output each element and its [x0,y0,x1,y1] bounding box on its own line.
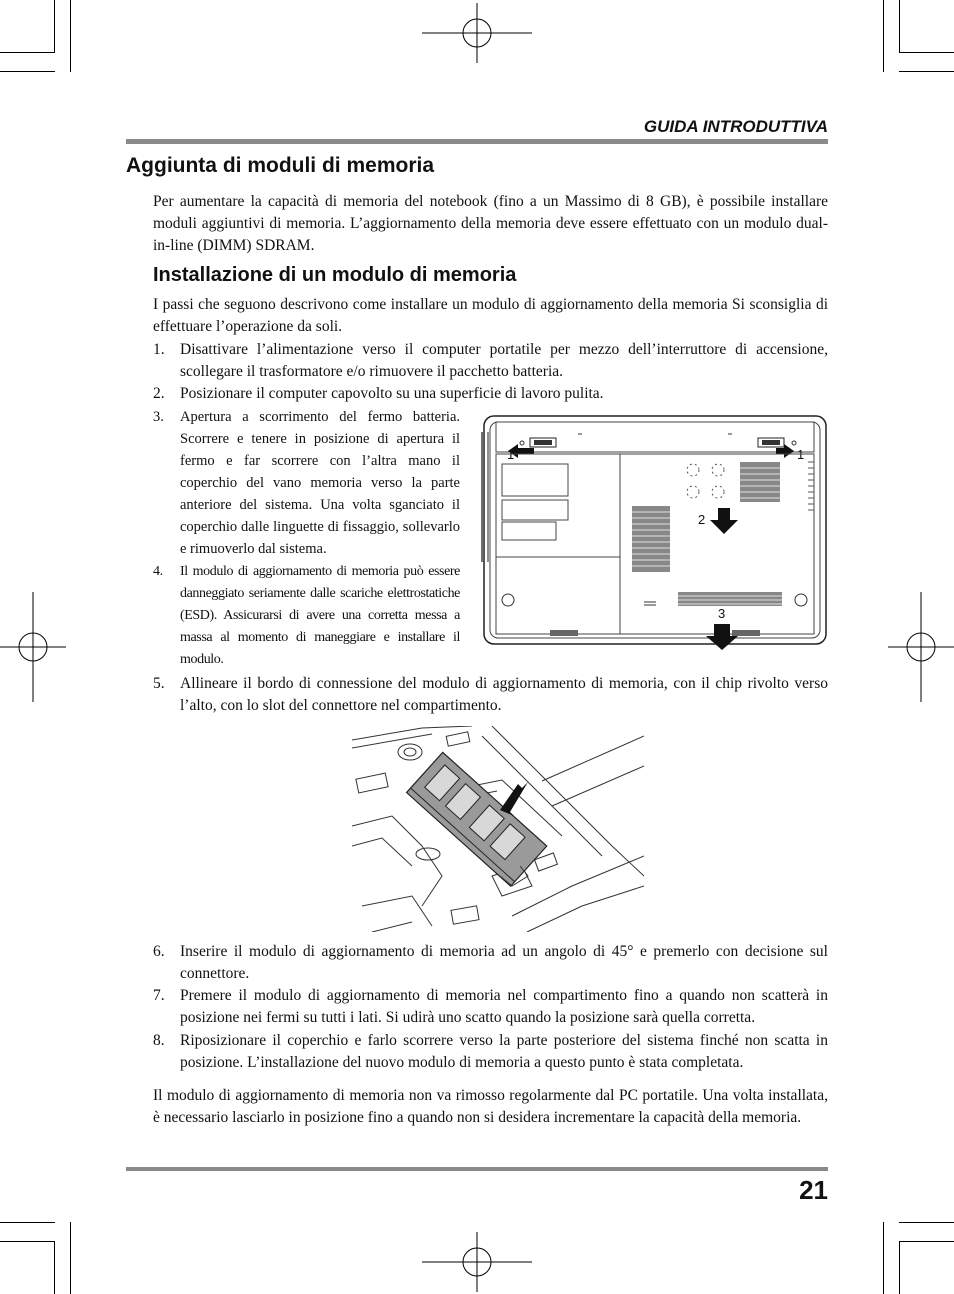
list-item [153,406,460,560]
figure-label: 1 [507,447,515,462]
crop-mark [883,1222,884,1294]
list-number: 5. [153,675,165,692]
list-number: 8. [153,1032,165,1049]
crop-mark [0,52,55,53]
list-text: Riposizionare il coperchio e farlo scorrere verso la parte posteriore del sistema finché non scatta in posizione. L’installazione del nuovo modulo di memoria a questo punto è stata completata. [180,1032,828,1071]
laptop-bottom-figure [478,412,832,652]
crop-mark [899,1222,954,1223]
list-item [153,941,828,985]
page-number: 21 [799,1175,828,1205]
sub-intro-paragraph: I passi che seguono descrivono come installare un modulo di aggiornamento della memoria Si sconsiglia di effettuare l’operazione da soli. [153,296,828,335]
memory-module-figure [352,726,644,932]
list-number: 2. [153,385,165,402]
list-number: 1. [153,341,165,358]
section-header: GUIDA INTRODUTTIVA [643,117,828,136]
list-item [153,673,828,717]
header-rule [126,139,828,144]
crop-mark [70,0,71,72]
closing-paragraph: Il modulo di aggiornamento di memoria non va rimosso regolarmente dal PC portatile. Una volta installata, è necessario lasciarlo in posizione fino a quando non si desidera incrementare la capacità della memoria. [153,1087,828,1126]
crop-mark [0,71,55,72]
list-text: Il modulo di aggiornamento di memoria può essere danneggiato seriamente dalle scariche elettrostatiche (ESD). Assicurarsi di avere una corretta messa a massa al momento di maneggiare e installare il modulo. [180,564,460,667]
crop-mark [899,52,954,53]
crop-mark [899,71,954,72]
figure-label: 3 [718,606,726,621]
crop-mark [899,1241,954,1242]
list-item [153,561,460,671]
registration-mark [0,592,66,702]
crop-mark [54,1241,55,1294]
list-item [153,1030,828,1074]
crop-mark [883,0,884,72]
registration-mark [888,592,954,702]
crop-mark [0,1222,55,1223]
page-title: Aggiunta di moduli di memoria [126,154,435,177]
figure-label: 2 [698,512,706,527]
registration-mark [422,1232,532,1292]
crop-mark [0,1241,55,1242]
list-text: Apertura a scorrimento del fermo batteria. Scorrere e tenere in posizione di apertura il fermo e far scorrere con l’altra mano il coperchio del vano memoria verso la parte anteriore del sistema. Una volta sganciato il coperchio dalle linguette di fissaggio, sollevarlo e rimuoverlo dal sistema. [180,409,460,557]
registration-mark [422,3,532,63]
section-subtitle: Installazione di un modulo di memoria [153,264,517,286]
list-text: Posizionare il computer capovolto su una superficie di lavoro pulita. [180,385,604,402]
crop-mark [54,0,55,52]
list-text: Allineare il bordo di connessione del modulo di aggiornamento di memoria, con il chip rivolto verso l’alto, con lo slot del connettore nel compartimento. [180,675,828,714]
list-number: 6. [153,943,165,960]
list-number: 4. [153,564,163,579]
list-text: Inserire il modulo di aggiornamento di memoria ad un angolo di 45° e premerlo con decisione sul connettore. [180,943,828,982]
figure-label: 1 [797,447,805,462]
crop-mark [70,1222,71,1294]
crop-mark [899,0,900,52]
list-number: 7. [153,987,165,1004]
intro-paragraph: Per aumentare la capacità di memoria del notebook (fino a un Massimo di 8 GB), è possibile installare moduli aggiuntivi di memoria. L’aggiornamento della memoria deve essere effettuato con un modulo dual-in-line (DIMM) SDRAM. [153,193,828,254]
crop-mark [899,1241,900,1294]
list-text: Premere il modulo di aggiornamento di memoria nel compartimento fino a quando non scatterà in posizione nei fermi su tutti i lati. Si udirà uno scatto quando la posizione sarà quella corretta. [180,987,828,1026]
list-item [153,383,828,405]
list-number: 3. [153,409,164,425]
list-item [153,339,828,383]
list-text: Disattivare l’alimentazione verso il computer portatile per mezzo dell’interruttore di accensione, scollegare il trasformatore e/o rimuovere il pacchetto batteria. [180,341,828,380]
footer-rule [126,1167,828,1171]
list-item [153,985,828,1029]
